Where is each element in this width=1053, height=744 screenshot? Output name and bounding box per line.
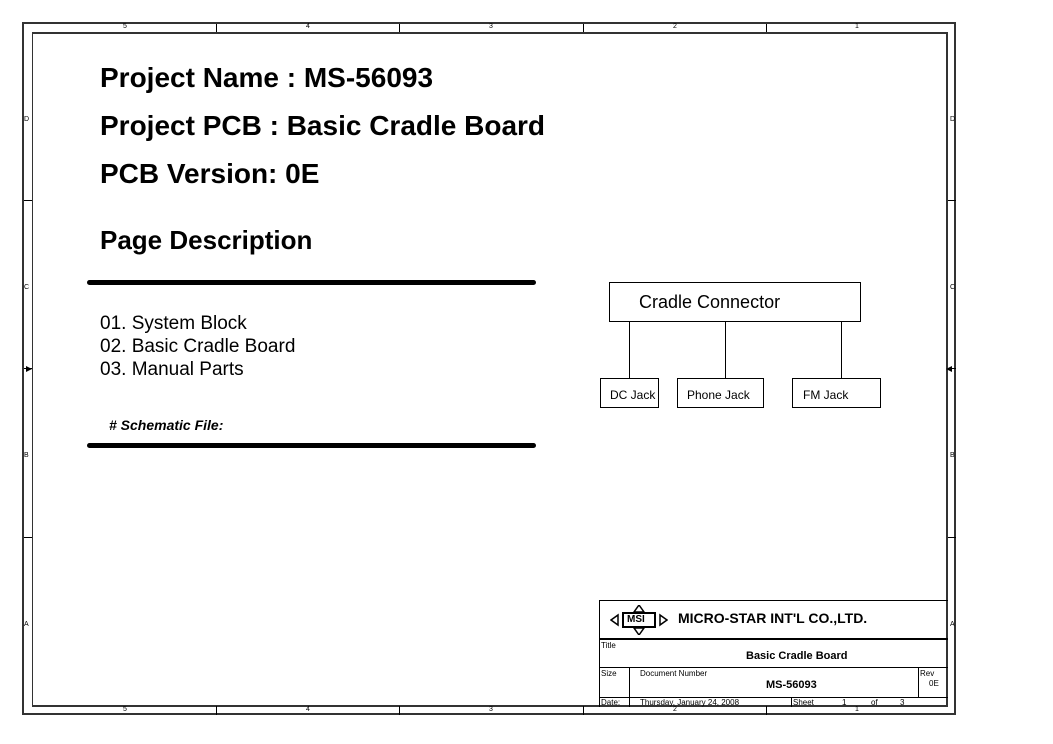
block-label: Phone Jack [687, 388, 750, 402]
zone-divider [948, 200, 956, 201]
zone-col-label: 4 [306, 23, 310, 30]
cell-divider [629, 697, 630, 707]
zone-col-label: 1 [855, 706, 859, 713]
zone-divider [24, 537, 32, 538]
connector-line [725, 322, 726, 378]
phone-jack-block [677, 378, 764, 408]
schematic-file-label: # Schematic File: [109, 417, 224, 433]
zone-divider [399, 24, 400, 32]
dc-jack-block [600, 378, 659, 408]
zone-divider [766, 24, 767, 32]
page-list [100, 312, 295, 381]
divider-bar [87, 443, 536, 448]
sheet-number: 1 [842, 698, 847, 707]
doc-number-label: Document Number [640, 669, 708, 678]
zone-row-label: D [950, 116, 956, 123]
title-block-divider [600, 667, 948, 668]
date-label: Date: [601, 698, 621, 707]
title-block-divider [600, 638, 948, 640]
zone-divider [583, 706, 584, 715]
center-arrow-icon [946, 366, 952, 372]
page-description-heading: Page Description [100, 225, 313, 255]
block-label: FM Jack [803, 388, 849, 402]
cell-divider [791, 697, 792, 707]
zone-row-label: C [24, 284, 30, 291]
block-label: DC Jack [610, 388, 656, 402]
page-list-item: 02. Basic Cradle Board [100, 336, 296, 357]
cradle-connector-block [609, 282, 861, 322]
zone-col-label: 5 [123, 706, 127, 713]
date-value: Thursday, January 24, 2008 [640, 698, 740, 707]
connector-line [841, 322, 842, 378]
sheet-label: Sheet [793, 698, 814, 707]
zone-divider [948, 537, 956, 538]
zone-col-label: 2 [673, 23, 677, 30]
title-value: Basic Cradle Board [746, 650, 848, 662]
fm-jack-block [792, 378, 881, 408]
center-arrow-icon [26, 366, 32, 372]
page-list-item: 01. System Block [100, 313, 247, 334]
zone-row-label: A [24, 621, 29, 628]
zone-col-label: 3 [489, 23, 493, 30]
size-label: Size [601, 669, 617, 678]
logo-text: MSI [627, 614, 645, 625]
zone-col-label: 2 [673, 706, 677, 713]
title-label: Title [601, 641, 616, 650]
divider-bar [87, 280, 536, 285]
zone-row-label: B [950, 452, 955, 459]
block-label: Cradle Connector [639, 292, 781, 312]
cell-divider [918, 667, 919, 697]
zone-divider [216, 706, 217, 715]
pcb-version: PCB Version: 0E [100, 158, 320, 189]
rev-label: Rev [920, 669, 935, 678]
zone-row-label: C [950, 284, 956, 291]
zone-divider [766, 706, 767, 715]
zone-divider [583, 24, 584, 32]
connector-line [629, 322, 630, 378]
zone-row-label: D [24, 116, 30, 123]
zone-row-label: A [950, 621, 955, 628]
zone-col-label: 5 [123, 23, 127, 30]
project-name: Project Name : MS-56093 [100, 62, 434, 93]
zone-col-label: 4 [306, 706, 310, 713]
of-label: of [871, 698, 878, 707]
rev-value: 0E [929, 679, 939, 688]
company-name: MICRO-STAR INT'L CO.,LTD. [678, 610, 868, 626]
msi-logo-icon [610, 605, 668, 635]
zone-row-label: B [24, 452, 29, 459]
sheet-total: 3 [900, 698, 905, 707]
zone-divider [24, 200, 32, 201]
doc-number-value: MS-56093 [766, 679, 817, 691]
title-block [599, 600, 948, 707]
page-list-item: 03. Manual Parts [100, 359, 244, 380]
zone-col-label: 3 [489, 706, 493, 713]
cell-divider [629, 667, 630, 697]
zone-col-label: 1 [855, 23, 859, 30]
zone-divider [216, 24, 217, 32]
project-pcb: Project PCB : Basic Cradle Board [100, 110, 546, 141]
zone-divider [399, 706, 400, 715]
